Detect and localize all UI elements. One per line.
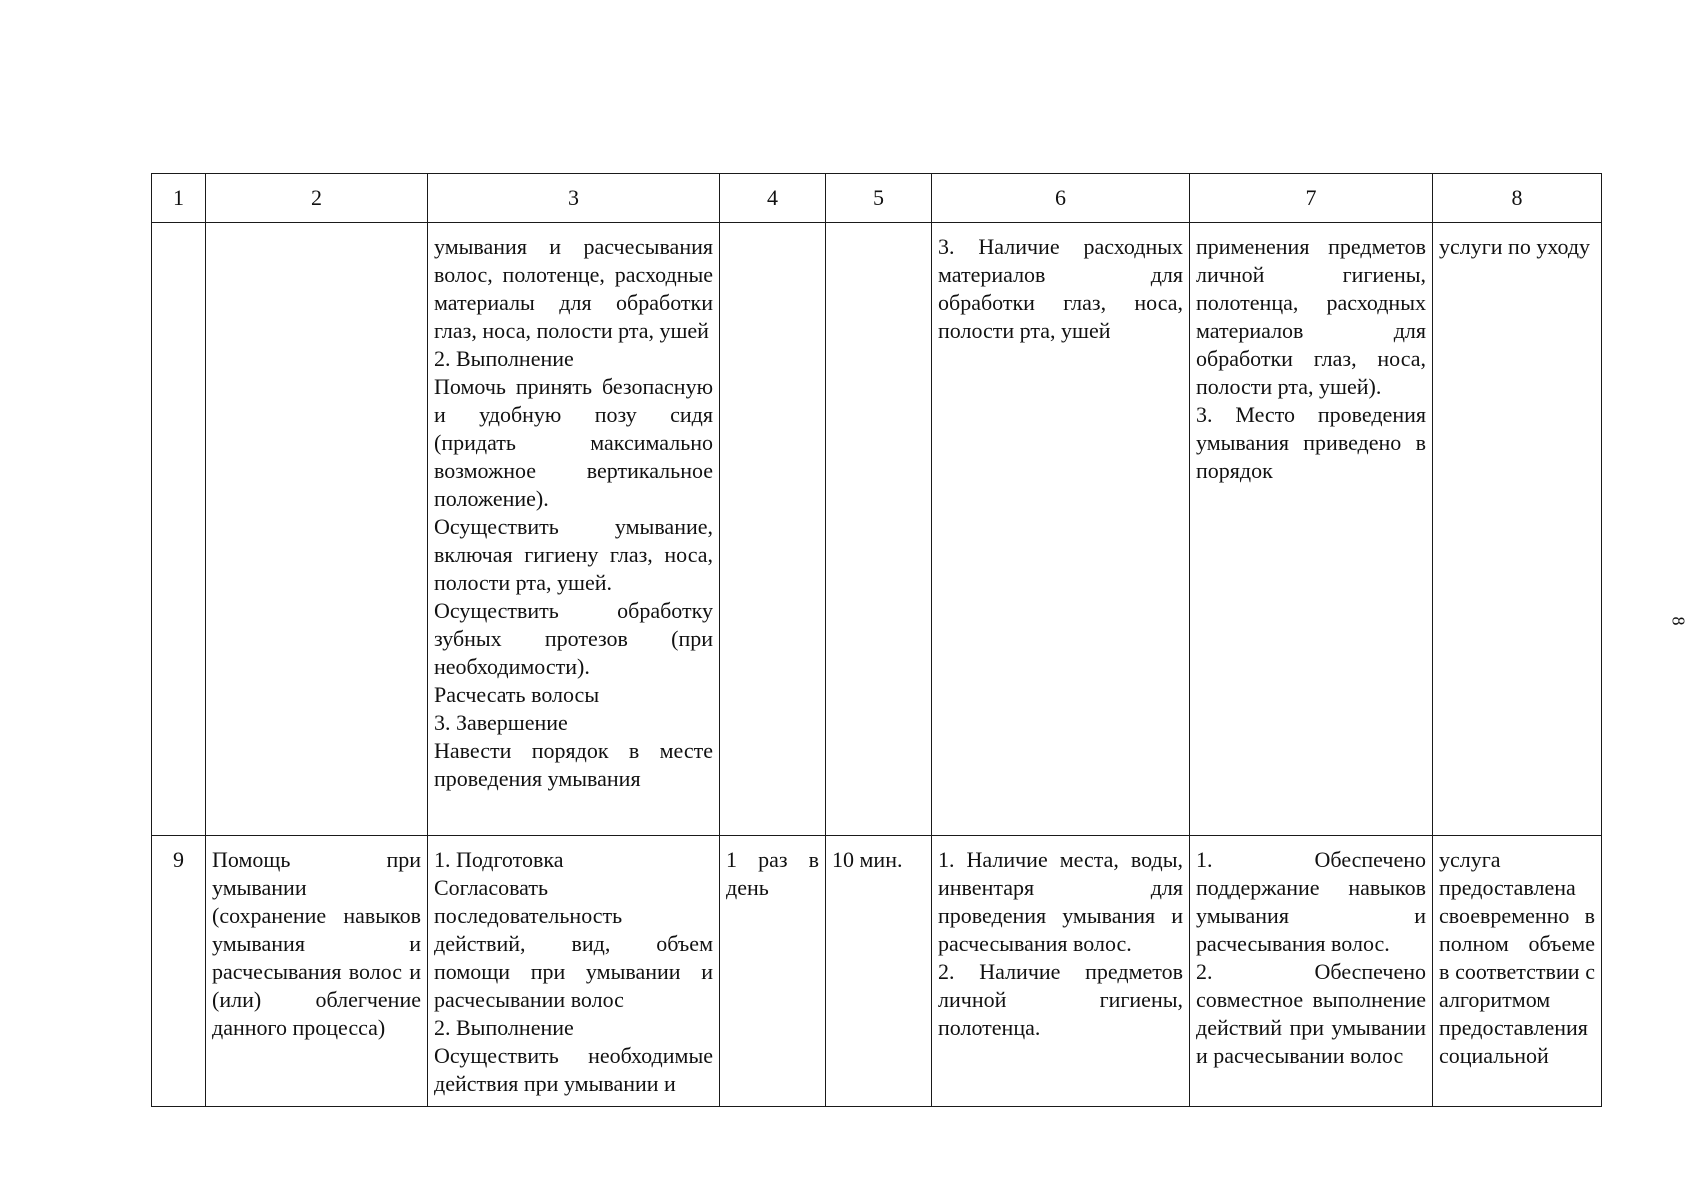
- cell-text-line: умывания и расчесывания волос, полотенце, расходные материалы для обработки глаз, носа, полости рта, ушей: [434, 234, 713, 343]
- table-row-9: [152, 836, 1602, 1107]
- column-number-5: 5: [826, 174, 932, 223]
- column-number-1: 1: [152, 174, 206, 223]
- cell-duration: [826, 836, 932, 1107]
- cell-text-line: Осуществить необходимые действия при умывании и: [434, 1043, 713, 1096]
- cell-text-line: 1. Обеспечено поддержание навыков умывания и расчесывания волос.: [1196, 847, 1426, 956]
- cell-text-line: Осуществить умывание, включая гигиену глаз, носа, полости рта, ушей.: [434, 514, 713, 595]
- cell-duration: [826, 223, 932, 836]
- column-number-4: 4: [720, 174, 826, 223]
- cell-text-line: Расчесать волосы: [434, 682, 600, 707]
- cell-evaluation: [1433, 223, 1602, 836]
- cell-service-name: [206, 223, 428, 836]
- cell-text-line: Осуществить обработку зубных протезов (при необходимости).: [434, 598, 713, 679]
- cell-text-line: услуга предоставлена своевременно в полном объеме в соответствии с алгоритмом предоставления социальной: [1439, 847, 1595, 1068]
- cell-text-line: 2. Обеспечено совместное выполнение действий при умывании и расчесывании волос: [1196, 959, 1426, 1068]
- cell-text-line: Помощь при умывании (сохранение навыков умывания и расчесывания волос и (или) облегчение данного процесса): [212, 847, 421, 1040]
- cell-number: [152, 223, 206, 836]
- page-number-mark: 8: [1668, 616, 1689, 626]
- column-number-6: 6: [932, 174, 1190, 223]
- cell-procedure: [428, 836, 720, 1107]
- cell-text-line: 9: [173, 847, 184, 872]
- cell-service-name: [206, 836, 428, 1107]
- cell-conditions: [932, 836, 1190, 1107]
- cell-procedure: [428, 223, 720, 836]
- cell-evaluation: [1433, 836, 1602, 1107]
- cell-text-line: 2. Выполнение: [434, 1015, 574, 1040]
- cell-text-line: Помочь принять безопасную и удобную позу сидя (придать максимально возможное вертикальное положение).: [434, 374, 713, 511]
- cell-text-line: Навести порядок в месте проведения умывания: [434, 738, 713, 791]
- services-table: [151, 173, 1602, 1107]
- cell-results: [1190, 836, 1433, 1107]
- cell-conditions: [932, 223, 1190, 836]
- cell-text-line: 3. Наличие расходных материалов для обработки глаз, носа, полости рта, ушей: [938, 234, 1183, 343]
- cell-text-line: Согласовать последовательность действий, вид, объем помощи при умывании и расчесывании волос: [434, 875, 713, 1012]
- cell-text-line: 1. Подготовка: [434, 847, 564, 872]
- cell-frequency: [720, 836, 826, 1107]
- column-number-row: [152, 174, 1602, 223]
- cell-text-line: 2. Выполнение: [434, 346, 574, 371]
- cell-text-line: 1 раз в день: [726, 847, 819, 900]
- cell-text-line: услуги по уходу: [1439, 234, 1591, 259]
- cell-number: [152, 836, 206, 1107]
- cell-frequency: [720, 223, 826, 836]
- column-number-3: 3: [428, 174, 720, 223]
- cell-results: [1190, 223, 1433, 836]
- cell-text-line: 3. Место проведения умывания приведено в порядок: [1196, 402, 1426, 483]
- column-number-2: 2: [206, 174, 428, 223]
- cell-text-line: 10 мин.: [832, 847, 903, 872]
- cell-text-line: применения предметов личной гигиены, полотенца, расходных материалов для обработки глаз, носа, полости рта, ушей).: [1196, 234, 1426, 399]
- cell-text-line: 2. Наличие предметов личной гигиены, полотенца.: [938, 959, 1183, 1040]
- column-number-8: 8: [1433, 174, 1602, 223]
- cell-text-line: 1. Наличие места, воды, инвентаря для проведения умывания и расчесывания волос.: [938, 847, 1183, 956]
- cell-text-line: 3. Завершение: [434, 710, 568, 735]
- table-row-continuation: [152, 223, 1602, 836]
- column-number-7: 7: [1190, 174, 1433, 223]
